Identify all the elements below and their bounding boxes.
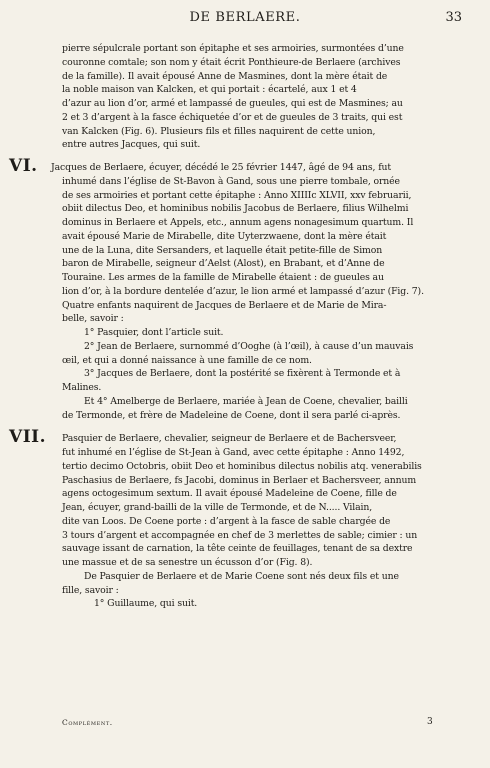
text-line: de Termonde, et frère de Madeleine de Coene, dont il sera parlé ci-après.: [62, 409, 401, 421]
text-line: Et 4° Amelberge de Berlaere, mariée à Jean de Coene, chevalier, bailli: [84, 395, 408, 407]
text-line: la noble maison van Kalcken, et qui portait : écartelé, aux 1 et 4: [62, 84, 357, 96]
signature-mark: 3: [427, 717, 433, 727]
text-line: 2 et 3 d’argent à la fasce échiquetée d’or et de gueules de 3 traits, qui est: [62, 111, 403, 123]
text-line: 1° Guillaume, qui suit.: [94, 598, 198, 610]
text-line: sauvage issant de carnation, la tête ceinte de feuillages, tenant de sa dextre: [62, 543, 413, 555]
footer-label: Complément.: [62, 718, 113, 727]
text-line: couronne comtale; son nom y était écrit Ponthieure-de Berlaere (archives: [62, 56, 401, 68]
text-line: tertio decimo Octobris, obiit Deo et hominibus dilectus nobilis atq. venerabilis: [62, 460, 422, 472]
page-number: 33: [445, 10, 462, 25]
text-line: une de la Luna, dite Sersanders, et laquelle était petite-fille de Simon: [62, 244, 383, 256]
text-line: 3 tours d’argent et accompagnée en chef de 3 merlettes de sable; cimier : un: [62, 529, 418, 541]
text-line: dominus in Berlaere et Appels, etc., annum agens nonagesimum quartum. Il: [62, 217, 414, 228]
text-line: 3° Jacques de Berlaere, dont la postérité se fixèrent à Termonde et à: [84, 368, 401, 380]
text-line: dite van Loos. De Coene porte : d’argent à la fasce de sable chargée de: [62, 515, 391, 527]
body-text: [0, 42, 490, 611]
text-line: une massue et de sa senestre un écusson d’or (Fig. 8).: [62, 557, 313, 568]
text-line: Malines.: [62, 382, 102, 393]
section-gap: [0, 422, 490, 432]
text-line: obiit dilectus Deo, et hominibus nobilis Jacobus de Berlaere, filius Wilhelmi: [62, 203, 409, 215]
text-line: Touraine. Les armes de la famille de Mirabelle étaient : de gueules au: [62, 272, 384, 283]
text-line: [0, 427, 490, 448]
text-line: Paschasius de Berlaere, fs Jacobi, dominus in Berlaer et Bachersveer, annum: [62, 474, 417, 486]
text-line: Quatre enfants naquirent de Jacques de Berlaere et de Marie de Mira-: [62, 299, 387, 311]
section-gap: [0, 152, 490, 161]
text-line: avait épousé Marie de Mirabelle, dite Uyterzwaene, dont la mère était: [62, 230, 387, 242]
generation-numeral-vii: VII.: [9, 427, 47, 448]
text-line: baron de Mirabelle, seigneur d’Aelst (Alost), en Brabant, et d’Anne de: [62, 258, 385, 270]
text-line: fut inhumé en l’église de St-Jean à Gand, avec cette épitaphe : Anno 1492,: [62, 447, 405, 458]
text-line: œil, et qui a donné naissance à une famille de ce nom.: [62, 354, 312, 366]
running-title: DE BERLAERE.: [189, 10, 301, 25]
text-line: 1° Pasquier, dont l’article suit.: [84, 327, 224, 338]
text-line-content: Jacques de Berlaere, écuyer, décédé le 25 février 1447, âgé de 94 ans, fut: [51, 162, 391, 173]
text-line-content: Pasquier de Berlaere, chevalier, seigneur de Berlaere et de Bachersveer,: [62, 433, 397, 445]
text-line: fille, savoir :: [62, 584, 119, 596]
text-line: pierre sépulcrale portant son épitaphe et ses armoiries, surmontées d’une: [62, 43, 404, 54]
text-line: d’azur au lion d’or, armé et lampassé de gueules, qui est de Masmines; au: [62, 98, 403, 109]
text-line: [0, 156, 490, 176]
text-line: agens octogesimum sextum. Il avait épousé Madeleine de Coene, fille de: [62, 488, 397, 500]
text-line: De Pasquier de Berlaere et de Marie Coene sont nés deux fils et une: [84, 570, 399, 582]
text-line: lion d’or, à la bordure dentelée d’azur, le lion armé et lampassé d’azur (Fig. 7).: [62, 285, 424, 297]
text-line: van Kalcken (Fig. 6). Plusieurs fils et filles naquirent de cette union,: [62, 125, 376, 137]
text-line: de ses armoiries et portant cette épitaphe : Anno XIIIIc XLVII, xxv februarii,: [62, 189, 412, 201]
text-line: de la famille). Il avait épousé Anne de Masmines, dont la mère était de: [62, 70, 388, 82]
page-header: [0, 10, 490, 30]
text-line: 2° Jean de Berlaere, surnommé d’Ooghe (à l’œil), à cause d’un mauvais: [84, 340, 414, 352]
text-line: entre autres Jacques, qui suit.: [62, 139, 201, 151]
text-line: belle, savoir :: [62, 313, 124, 325]
text-line: inhumé dans l’église de St-Bavon à Gand, sous une pierre tombale, ornée: [62, 175, 400, 187]
generation-numeral-vi: VI.: [9, 156, 38, 176]
text-line: Jean, écuyer, grand-bailli de la ville de Termonde, et de N..... Vilain,: [62, 502, 373, 513]
page-footer: [0, 718, 490, 732]
